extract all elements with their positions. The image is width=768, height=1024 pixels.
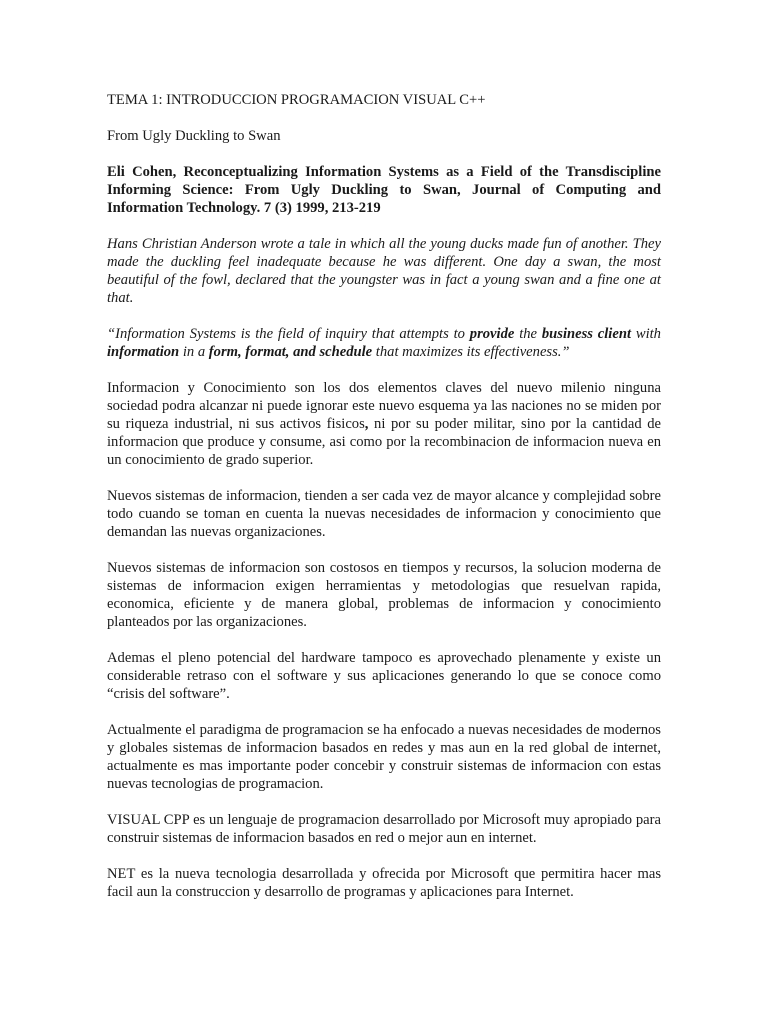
paragraph-nuevos-sistemas-2: Nuevos sistemas de informacion son costosos en tiempos y recursos, la solucion moderna de sistemas de informacion exigen herramientas y metodologias que resuelvan rapida, economica, eficiente y de manera global, problemas de informacion y conocimiento planteados por las organizaciones.	[107, 560, 661, 630]
quote-text: that maximizes its effectiveness.”	[372, 344, 570, 360]
paragraph-visual-cpp: VISUAL CPP es un lenguaje de programacion desarrollado por Microsoft muy apropiado para construir sistemas de informacion basados en red o mejor aun en internet.	[107, 812, 661, 846]
paragraph-text: Informacion y Conocimiento son los dos elementos claves del nuevo milenio ninguna sociedad podra alcanzar ni puede ignorar este nuevo esquema ya las naciones no se miden por su riqueza industrial, ni sus activos fisicos	[107, 380, 661, 432]
document-title: TEMA 1: INTRODUCCION PROGRAMACION VISUAL C++	[107, 92, 486, 108]
quote-text: “Information Systems is the field of inquiry that attempts to	[107, 326, 470, 342]
quote-emphasis-business-client: business client	[541, 326, 632, 342]
paragraph-ademas: Ademas el pleno potencial del hardware tampoco es aprovechado plenamente y existe un considerable retraso con el software y sus aplicaciones generando lo que se conoce como “crisis del software”.	[107, 650, 661, 702]
bold-comma: ,	[364, 416, 369, 432]
quote-emphasis-form-format-schedule: form, format, and schedule	[208, 344, 373, 360]
paragraph-actualmente: Actualmente el paradigma de programacion se ha enfocado a nuevas necesidades de modernos y globales sistemas de informacion basados en redes y mas aun en la red global de internet, actualmente es mas importante poder concebir y construir sistemas de informacion con estas nuevas tecnologias de programacion.	[107, 722, 661, 792]
quote-text: with	[631, 326, 661, 342]
quote-emphasis-information: information	[107, 344, 180, 360]
paragraph-nuevos-sistemas-1: Nuevos sistemas de informacion, tienden a ser cada vez de mayor alcance y complejidad sobre todo cuando se toman en cuenta la nuevas necesidades de informacion y conocimiento que demandan las nuevas organizaciones.	[107, 488, 661, 540]
quote-text: in a	[179, 344, 209, 360]
document-subtitle: From Ugly Duckling to Swan	[107, 128, 281, 144]
paragraph-text: ni por su poder militar, sino por la cantidad de informacion que produce y consume, asi como por la recombinacion de informacion nueva en un conocimiento de grado superior.	[107, 416, 662, 468]
citation: Eli Cohen, Reconceptualizing Information Systems as a Field of the Transdiscipline Informing Science: From Ugly Duckling to Swan, Journal of Computing and Information Technology. 7 (3) 1999, 213-219	[107, 164, 661, 216]
quote-text: the	[514, 326, 542, 342]
paragraph-net: NET es la nueva tecnologia desarrollada y ofrecida por Microsoft que permitira hacer mas facil aun la construccion y desarrollo de programas y aplicaciones para Internet.	[107, 866, 661, 900]
quote-emphasis-provide: provide	[469, 326, 515, 342]
anecdote-paragraph: Hans Christian Anderson wrote a tale in which all the young ducks made fun of another. They made the duckling feel inadequate because he was different. One day a swan, the most beautiful of the fowl, declared that the youngster was in fact a young swan and a fine one at that.	[107, 236, 661, 306]
document-page	[107, 91, 661, 919]
quote-paragraph	[107, 325, 661, 361]
paragraph-informacion-conocimiento	[107, 379, 661, 469]
